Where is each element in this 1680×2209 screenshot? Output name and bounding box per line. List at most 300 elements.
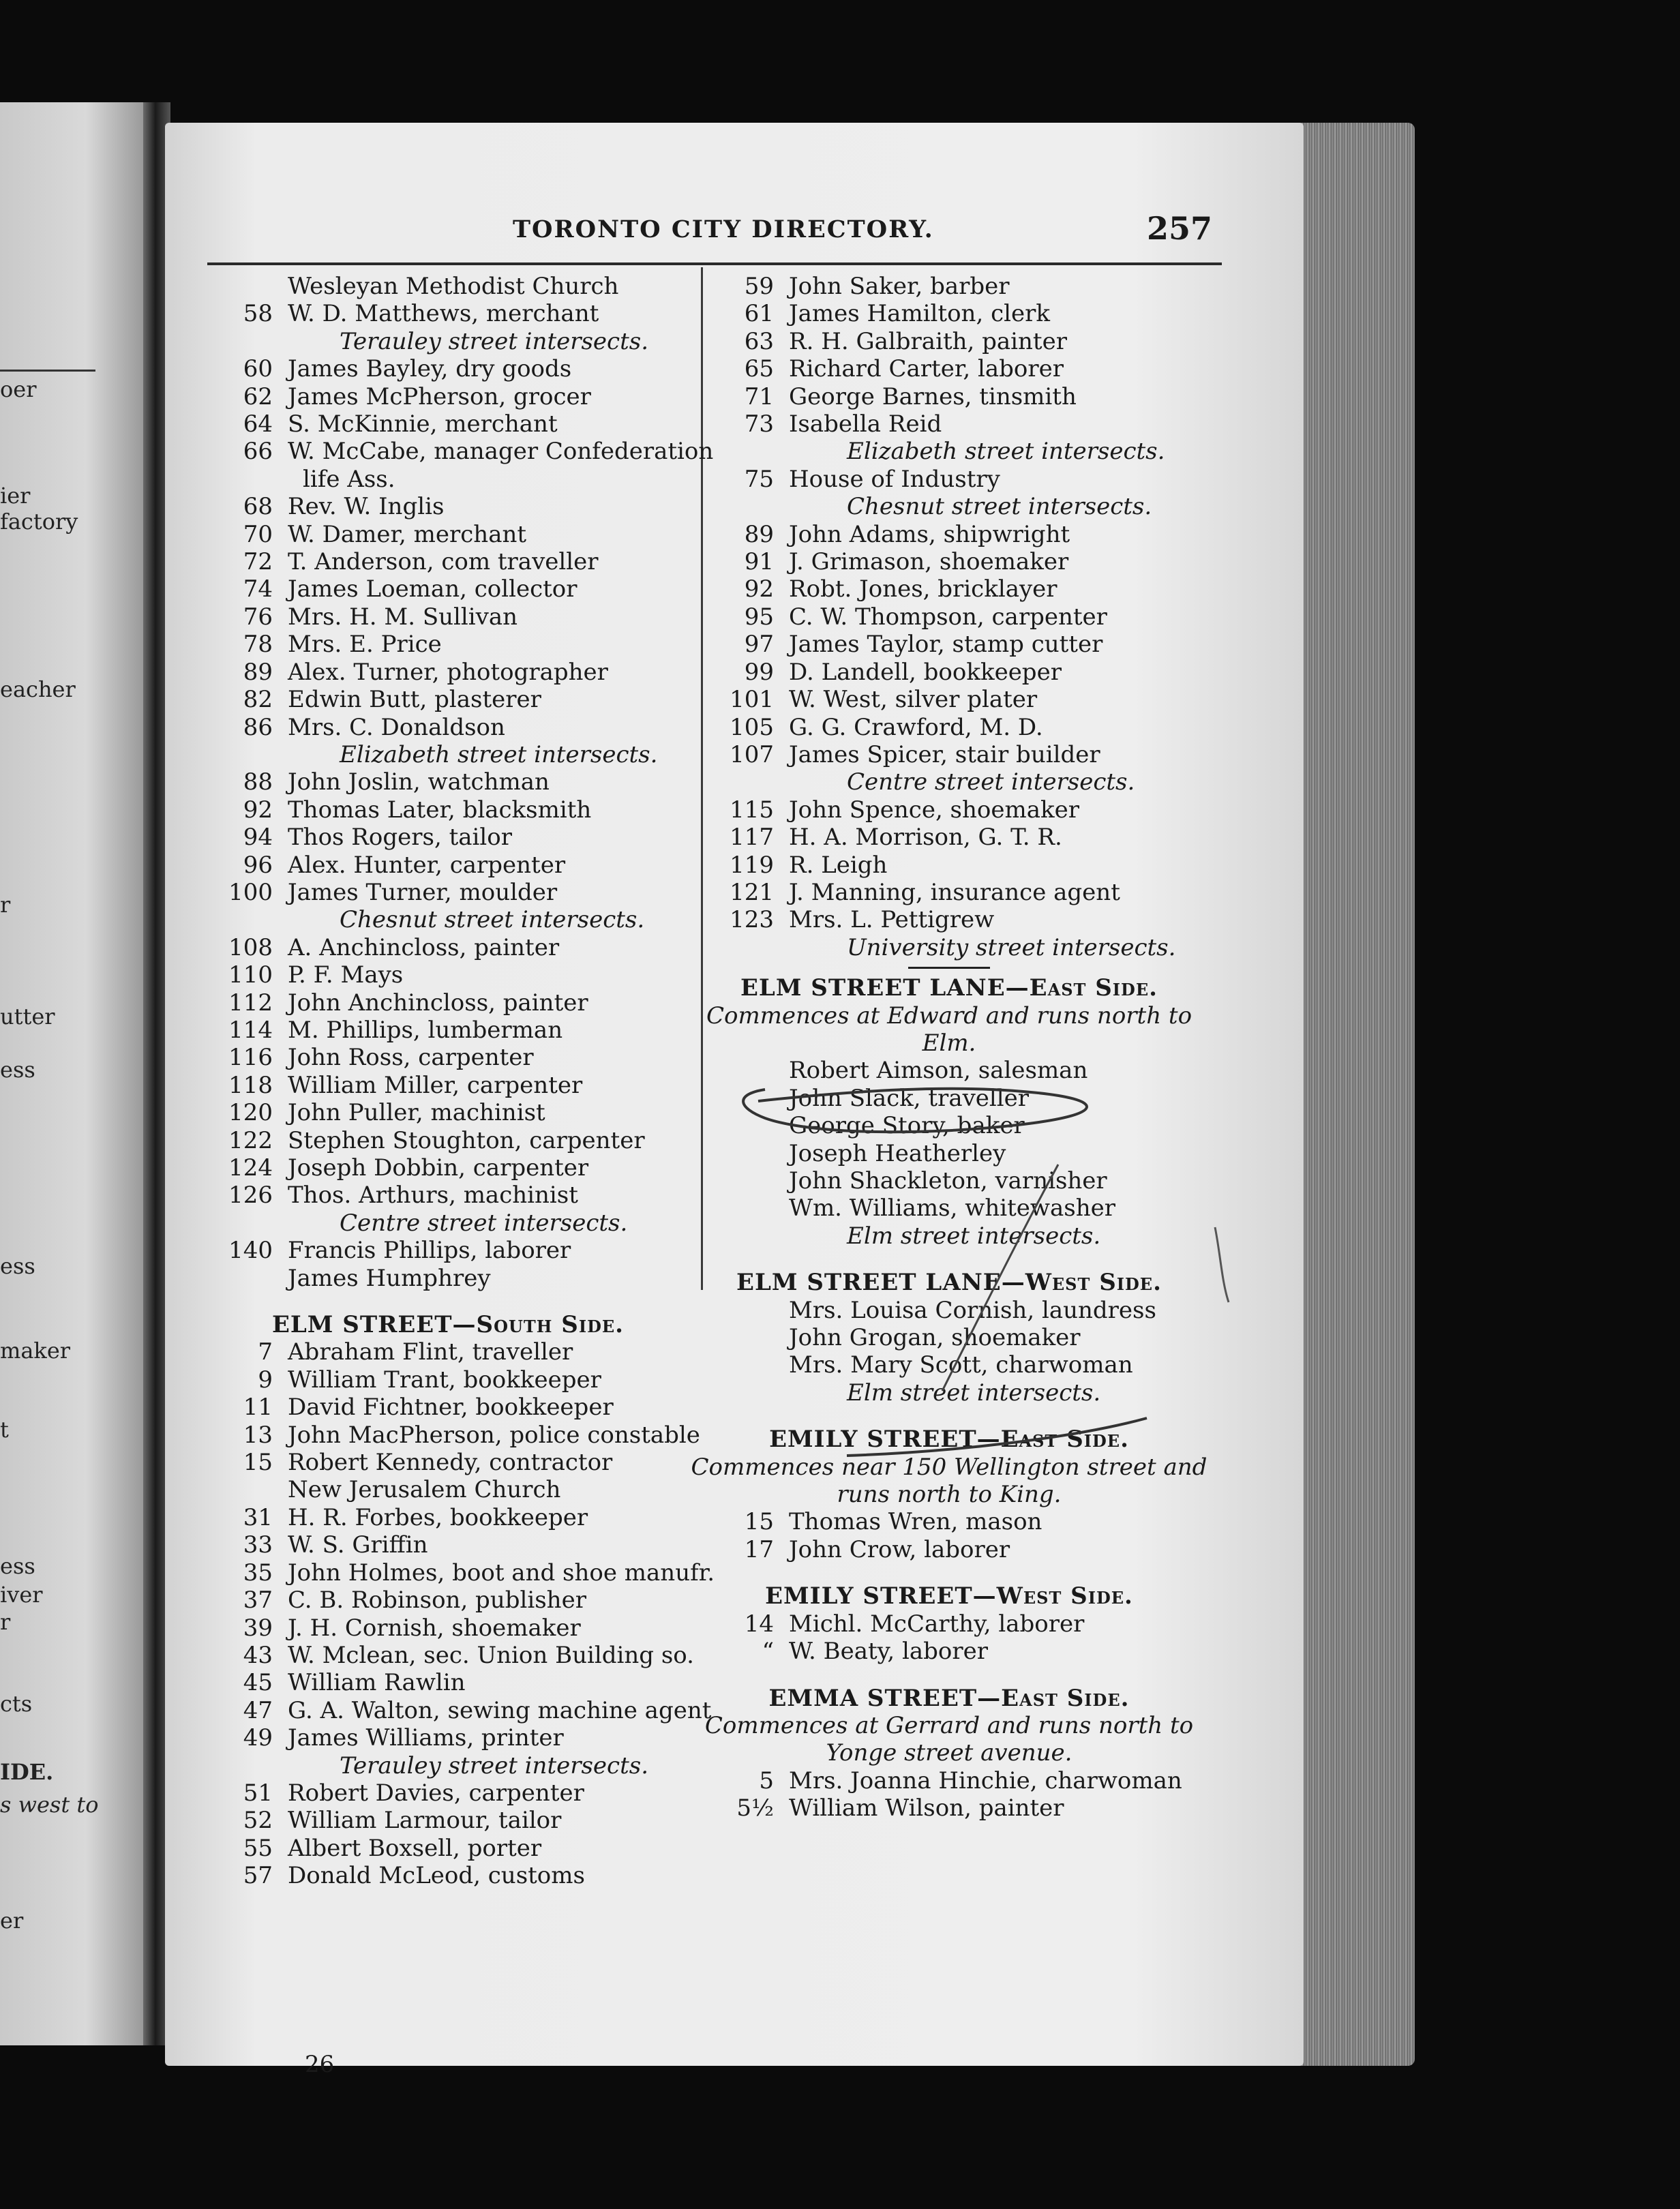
directory-entry <box>199 1017 697 1044</box>
house-number: 94 <box>243 824 273 852</box>
page-number: 257 <box>1147 210 1213 247</box>
facing-page-fragment: ess <box>0 1553 35 1579</box>
directory-entry <box>199 1449 697 1476</box>
house-number: 74 <box>243 575 273 603</box>
house-number: 119 <box>730 851 774 879</box>
house-number: 118 <box>228 1071 273 1099</box>
directory-entry <box>690 521 1208 548</box>
facing-page-fragment: ess <box>0 1253 35 1279</box>
directory-entry <box>199 768 697 796</box>
directory-entry <box>690 852 1208 879</box>
house-number: 75 <box>744 465 774 493</box>
pencil-tick <box>1215 1227 1229 1302</box>
resident-name: George Story, baker <box>789 1112 1025 1140</box>
house-number: 7 <box>258 1338 273 1366</box>
resident-name: C. W. Thompson, carpenter <box>789 603 1107 631</box>
house-number: 5½ <box>736 1794 774 1822</box>
directory-entry <box>690 383 1208 410</box>
house-number: 92 <box>744 575 774 603</box>
house-number: 114 <box>228 1016 273 1044</box>
house-number: 51 <box>243 1779 273 1807</box>
directory-entry <box>199 1614 697 1642</box>
resident-name: John MacPherson, police constable <box>288 1421 700 1449</box>
directory-entry <box>199 1182 697 1209</box>
facing-page-fragment: er <box>0 1908 24 1934</box>
resident-name: John Joslin, watchman <box>288 768 550 796</box>
street-heading <box>690 1582 1208 1610</box>
resident-name: House of Industry <box>789 465 1000 493</box>
house-number <box>690 1112 789 1139</box>
directory-entry <box>690 1297 1208 1324</box>
directory-entry <box>199 1504 697 1531</box>
street-heading <box>199 1311 697 1338</box>
resident-name: S. McKinnie, merchant <box>288 410 558 438</box>
house-number: 89 <box>243 658 273 686</box>
house-number <box>690 1297 789 1324</box>
resident-name: New Jerusalem Church <box>288 1476 561 1504</box>
resident-name: R. Leigh <box>789 851 888 879</box>
resident-name: James Bayley, dry goods <box>288 355 572 383</box>
directory-entry <box>199 1531 697 1559</box>
resident-name: Wm. Williams, whitewasher <box>789 1194 1115 1222</box>
resident-name: Joseph Dobbin, carpenter <box>288 1154 589 1182</box>
directory-entry <box>690 906 1208 933</box>
directory-entry <box>199 1044 697 1071</box>
directory-entry <box>199 686 697 713</box>
resident-name: Rev. W. Inglis <box>288 493 445 521</box>
house-number: 101 <box>730 686 774 714</box>
house-number <box>690 1140 789 1167</box>
street-side: East Side. <box>1029 974 1158 1002</box>
house-number: 35 <box>243 1559 273 1587</box>
resident-name: John Holmes, boot and shoe manufr. <box>288 1559 715 1587</box>
house-number: 121 <box>730 878 774 906</box>
section-gap <box>199 1292 697 1311</box>
directory-entry <box>199 466 697 493</box>
resident-name: T. Anderson, com traveller <box>288 548 599 576</box>
resident-name: Mrs. Mary Scott, charwoman <box>789 1351 1133 1379</box>
directory-entry <box>199 521 697 548</box>
resident-name: Mrs. L. Pettigrew <box>789 906 995 934</box>
facing-page-fragment: ier <box>0 483 31 509</box>
house-number: 15 <box>744 1508 774 1536</box>
section-gap <box>690 1563 1208 1582</box>
directory-entry <box>199 934 697 961</box>
house-number: 122 <box>228 1126 273 1154</box>
section-gap <box>690 1407 1208 1426</box>
resident-name: H. R. Forbes, bookkeeper <box>288 1503 588 1531</box>
resident-name: James Williams, printer <box>288 1724 564 1752</box>
house-number: 71 <box>744 382 774 410</box>
cross-street-note: Chesnut street intersects. <box>847 493 1152 521</box>
resident-name: Edwin Butt, plasterer <box>288 686 541 714</box>
directory-entry <box>199 1072 697 1099</box>
facing-page <box>0 102 143 2045</box>
house-number <box>690 1085 789 1112</box>
street-side: West Side. <box>1025 1269 1162 1297</box>
house-number: 97 <box>744 631 774 659</box>
directory-entry <box>690 1112 1208 1139</box>
directory-entry <box>690 355 1208 382</box>
facing-page-fragment: eacher <box>0 676 76 702</box>
house-number <box>199 1476 288 1503</box>
directory-entry <box>199 961 697 989</box>
resident-name: John Shackleton, varnisher <box>789 1167 1107 1194</box>
resident-name: John Puller, machinist <box>288 1099 545 1127</box>
directory-entry <box>199 603 697 631</box>
resident-name: C. B. Robinson, publisher <box>288 1587 586 1614</box>
directory-entry <box>690 300 1208 327</box>
directory-entry <box>199 1807 697 1834</box>
directory-entry <box>690 1140 1208 1167</box>
house-number: 64 <box>243 410 273 438</box>
resident-name: Albert Boxsell, porter <box>288 1834 542 1862</box>
directory-entry <box>199 631 697 658</box>
house-number: 88 <box>243 768 273 796</box>
header-rule <box>207 262 1222 265</box>
resident-name: R. H. Galbraith, painter <box>789 327 1067 355</box>
street-description: Commences at Gerrard and runs north to <box>704 1711 1194 1739</box>
street-description: runs north to King. <box>837 1481 1062 1509</box>
house-number: 14 <box>744 1610 774 1638</box>
directory-entry <box>690 1610 1208 1638</box>
resident-name: W. Mclean, sec. Union Building so. <box>288 1641 694 1669</box>
house-number: 120 <box>228 1099 273 1127</box>
directory-entry <box>199 273 697 300</box>
house-number: 37 <box>243 1587 273 1614</box>
street-heading <box>690 1426 1208 1453</box>
directory-entry <box>199 548 697 575</box>
directory-entry <box>199 1862 697 1889</box>
resident-name: William Miller, carpenter <box>288 1071 583 1099</box>
house-number: 65 <box>744 355 774 383</box>
resident-name: P. F. Mays <box>288 961 404 989</box>
directory-entry <box>199 714 697 741</box>
directory-entry <box>199 1421 700 1449</box>
street-side: East Side. <box>1000 1426 1129 1454</box>
resident-name: James Turner, moulder <box>288 878 558 906</box>
resident-name: David Fichtner, bookkeeper <box>288 1394 614 1422</box>
house-number: 96 <box>243 851 273 879</box>
directory-entry <box>690 1794 1208 1822</box>
directory-entry <box>690 1167 1208 1194</box>
resident-name: Donald McLeod, customs <box>288 1862 585 1890</box>
street-side: West Side. <box>996 1582 1133 1610</box>
cross-street-note: Elizabeth street intersects. <box>847 438 1165 466</box>
cross-street-note: Elm street intersects. <box>847 1379 1101 1407</box>
resident-name: Thos. Arthurs, machinist <box>288 1182 578 1209</box>
house-number: 9 <box>258 1366 273 1394</box>
directory-entry <box>690 1536 1208 1563</box>
house-number: 140 <box>228 1237 273 1265</box>
signature-mark: 26 <box>305 2051 335 2078</box>
resident-name: J. Manning, insurance agent <box>789 878 1120 906</box>
street-heading <box>690 1685 1208 1712</box>
resident-name: Robt. Jones, bricklayer <box>789 575 1058 603</box>
directory-entry <box>690 686 1208 713</box>
facing-page-fragment: t <box>0 1417 9 1443</box>
directory-entry <box>199 1835 697 1862</box>
resident-name: Mrs. C. Donaldson <box>288 713 505 741</box>
cross-street-note: University street intersects. <box>847 933 1176 961</box>
cross-street-note: Terauley street intersects. <box>340 1752 649 1779</box>
street-description: Commences near 150 Wellington street and <box>691 1453 1208 1481</box>
directory-entry <box>690 410 1208 438</box>
resident-name: Joseph Heatherley <box>789 1139 1006 1167</box>
house-number <box>690 1167 789 1194</box>
street-name: EMILY STREET— <box>765 1582 997 1610</box>
directory-entry <box>690 659 1208 686</box>
directory-entry <box>199 575 697 603</box>
resident-name: James Humphrey <box>288 1264 491 1292</box>
directory-entry <box>199 1724 697 1752</box>
directory-entry <box>690 1767 1208 1794</box>
resident-name: D. Landell, bookkeeper <box>789 658 1062 686</box>
directory-entry <box>199 1394 697 1421</box>
house-number: 73 <box>744 410 774 438</box>
house-number: 86 <box>243 713 273 741</box>
house-number: 70 <box>243 520 273 548</box>
house-number: 116 <box>228 1044 273 1072</box>
resident-name: Alex. Hunter, carpenter <box>288 851 566 879</box>
directory-entry <box>690 328 1208 355</box>
right-column <box>690 273 1208 1822</box>
directory-entry <box>199 1366 697 1394</box>
cross-street-note: Terauley street intersects. <box>340 327 649 355</box>
facing-page-fragment: utter <box>0 1004 55 1030</box>
resident-name: Mrs. Joanna Hinchie, charwoman <box>789 1767 1182 1794</box>
house-number: 62 <box>243 382 273 410</box>
directory-entry <box>199 879 697 906</box>
street-heading <box>690 1269 1208 1296</box>
house-number: 89 <box>744 520 774 548</box>
resident-name: A. Anchincloss, painter <box>288 933 560 961</box>
directory-entry <box>199 300 697 327</box>
house-number: 76 <box>243 603 273 631</box>
house-number: 15 <box>243 1449 273 1477</box>
directory-entry <box>690 631 1208 658</box>
section-gap <box>690 1250 1208 1269</box>
resident-name: Mrs. Louisa Cornish, laundress <box>789 1296 1156 1324</box>
house-number: 57 <box>243 1862 273 1890</box>
house-number: 33 <box>243 1531 273 1559</box>
resident-name: G. A. Walton, sewing machine agent <box>288 1696 712 1724</box>
house-number: 17 <box>744 1535 774 1563</box>
house-number: 66 <box>243 438 273 466</box>
resident-name: H. A. Morrison, G. T. R. <box>789 824 1062 852</box>
directory-entry <box>199 1099 697 1126</box>
house-number: 43 <box>243 1641 273 1669</box>
resident-name: George Barnes, tinsmith <box>789 382 1077 410</box>
house-number: 108 <box>228 933 273 961</box>
resident-name: John Adams, shipwright <box>789 520 1070 548</box>
directory-entry <box>690 1351 1208 1379</box>
facing-page-fragment: maker <box>0 1338 71 1364</box>
house-number: “ <box>762 1638 774 1666</box>
resident-name: J. H. Cornish, shoemaker <box>288 1614 581 1642</box>
resident-name: G. G. Crawford, M. D. <box>789 713 1043 741</box>
resident-name: Robert Aimson, salesman <box>789 1057 1088 1085</box>
directory-entry <box>690 603 1208 631</box>
facing-page-fragment: s west to <box>0 1792 99 1818</box>
facing-page-fragment: iver <box>0 1582 43 1608</box>
house-number: 11 <box>243 1394 273 1422</box>
directory-entry <box>690 1194 1208 1222</box>
resident-name: W. Damer, merchant <box>288 520 527 548</box>
house-number: 52 <box>243 1807 273 1835</box>
directory-entry <box>690 273 1208 300</box>
directory-entry <box>690 741 1208 768</box>
house-number: 63 <box>744 327 774 355</box>
house-number: 123 <box>730 906 774 934</box>
directory-entry <box>199 824 697 851</box>
facing-page-fragment: factory <box>0 509 78 535</box>
resident-name: James Hamilton, clerk <box>789 300 1050 328</box>
cross-street-note: Chesnut street intersects. <box>340 906 645 934</box>
resident-name: William Trant, bookkeeper <box>288 1366 601 1394</box>
house-number: 47 <box>243 1696 273 1724</box>
house-number: 72 <box>243 548 273 576</box>
page-header <box>165 210 1304 256</box>
directory-entry <box>690 824 1208 851</box>
resident-name: Mrs. H. M. Sullivan <box>288 603 518 631</box>
directory-entry <box>199 852 697 879</box>
house-number <box>199 1265 288 1292</box>
directory-entry <box>199 1779 697 1807</box>
street-name: EMILY STREET— <box>769 1426 1001 1454</box>
house-number: 13 <box>243 1421 273 1449</box>
resident-name: Isabella Reid <box>789 410 942 438</box>
house-number <box>690 1351 789 1379</box>
resident-name: John Ross, carpenter <box>288 1044 534 1072</box>
house-number <box>199 273 288 300</box>
house-number <box>690 1057 789 1084</box>
facing-page-fragment: r <box>0 892 11 918</box>
resident-name: Robert Davies, carpenter <box>288 1779 584 1807</box>
resident-name: W. Beaty, laborer <box>789 1638 988 1666</box>
directory-entry <box>690 548 1208 575</box>
house-number <box>690 1194 789 1222</box>
resident-name: Stephen Stoughton, carpenter <box>288 1126 645 1154</box>
house-number: 58 <box>243 300 273 328</box>
facing-page-fragment: oer <box>0 376 37 402</box>
resident-name: John Spence, shoemaker <box>789 796 1079 824</box>
directory-entry <box>199 1559 715 1587</box>
house-number <box>690 1324 789 1351</box>
house-number: 31 <box>243 1503 273 1531</box>
resident-name: James Loeman, collector <box>288 575 578 603</box>
resident-name: W. West, silver plater <box>789 686 1038 714</box>
section-rule <box>908 967 990 969</box>
house-number: 99 <box>744 658 774 686</box>
cross-street-note: Elm street intersects. <box>847 1222 1101 1250</box>
resident-name: John Crow, laborer <box>789 1535 1010 1563</box>
directory-entry <box>690 575 1208 603</box>
directory-entry <box>199 410 697 438</box>
facing-page-rule <box>0 370 95 372</box>
resident-name: Richard Carter, laborer <box>789 355 1064 383</box>
facing-page-fragment: r <box>0 1609 11 1635</box>
resident-name: J. Grimason, shoemaker <box>789 548 1069 576</box>
cross-street-note: Centre street intersects. <box>847 768 1135 796</box>
directory-entry <box>199 1154 697 1182</box>
street-name: ELM STREET LANE— <box>736 1269 1025 1297</box>
resident-name: William Wilson, painter <box>789 1794 1064 1822</box>
section-gap <box>690 1666 1208 1685</box>
resident-name: Mrs. E. Price <box>288 631 442 659</box>
page-edges <box>1299 123 1415 2066</box>
resident-name: John Slack, traveller <box>789 1084 1030 1112</box>
directory-entry <box>199 1696 712 1724</box>
left-column <box>199 273 715 1890</box>
street-description: Commences at Edward and runs north to <box>706 1002 1192 1030</box>
house-number: 49 <box>243 1724 273 1752</box>
directory-page <box>165 123 1304 2078</box>
resident-name: W. McCabe, manager Confederation <box>288 438 714 466</box>
directory-entry <box>199 1476 697 1503</box>
directory-entry <box>199 493 697 520</box>
facing-page-fragment: IDE. <box>0 1759 54 1785</box>
street-name: EMMA STREET— <box>768 1684 1002 1712</box>
directory-entry <box>199 1265 697 1292</box>
house-number: 59 <box>744 273 774 300</box>
resident-name: James Spicer, stair builder <box>789 740 1100 768</box>
facing-page-fragment: ess <box>0 1057 35 1083</box>
directory-entry <box>690 466 1208 493</box>
street-name: ELM STREET— <box>271 1311 477 1339</box>
directory-entry <box>199 796 697 824</box>
resident-name: James McPherson, grocer <box>288 382 591 410</box>
directory-entry <box>199 1587 697 1614</box>
resident-name: Thomas Wren, mason <box>789 1508 1042 1536</box>
house-number: 78 <box>243 631 273 659</box>
resident-name: Robert Kennedy, contractor <box>288 1449 613 1477</box>
resident-name: M. Phillips, lumberman <box>288 1016 563 1044</box>
house-number: 55 <box>243 1834 273 1862</box>
directory-entry <box>690 1508 1208 1535</box>
house-number: 92 <box>243 796 273 824</box>
resident-name: Wesleyan Methodist Church <box>288 273 619 300</box>
directory-entry <box>199 989 697 1017</box>
resident-name: John Anchincloss, painter <box>288 989 588 1017</box>
house-number: 82 <box>243 686 273 714</box>
house-number: 112 <box>228 989 273 1017</box>
house-number: 107 <box>730 740 774 768</box>
resident-name: William Larmour, tailor <box>288 1807 562 1835</box>
resident-name: William Rawlin <box>288 1669 466 1697</box>
resident-name: John Saker, barber <box>789 273 1010 300</box>
directory-entry <box>199 1338 697 1366</box>
directory-entry <box>199 383 697 410</box>
resident-name: life Ass. <box>303 465 395 493</box>
directory-entry <box>199 438 714 466</box>
house-number: 117 <box>730 824 774 852</box>
street-side: East Side. <box>1001 1684 1130 1712</box>
directory-entry <box>690 1057 1208 1084</box>
house-number: 126 <box>228 1182 273 1209</box>
directory-entry <box>199 1127 697 1154</box>
house-number: 39 <box>243 1614 273 1642</box>
directory-entry <box>690 1085 1208 1112</box>
directory-entry <box>690 1638 1208 1665</box>
resident-name: W. S. Griffin <box>288 1531 428 1559</box>
resident-name: Thomas Later, blacksmith <box>288 796 592 824</box>
street-side: South Side. <box>476 1311 625 1339</box>
house-number: 110 <box>228 961 273 989</box>
directory-entry <box>199 659 697 686</box>
resident-name: Thos Rogers, tailor <box>288 824 512 852</box>
directory-entry <box>199 1237 697 1264</box>
